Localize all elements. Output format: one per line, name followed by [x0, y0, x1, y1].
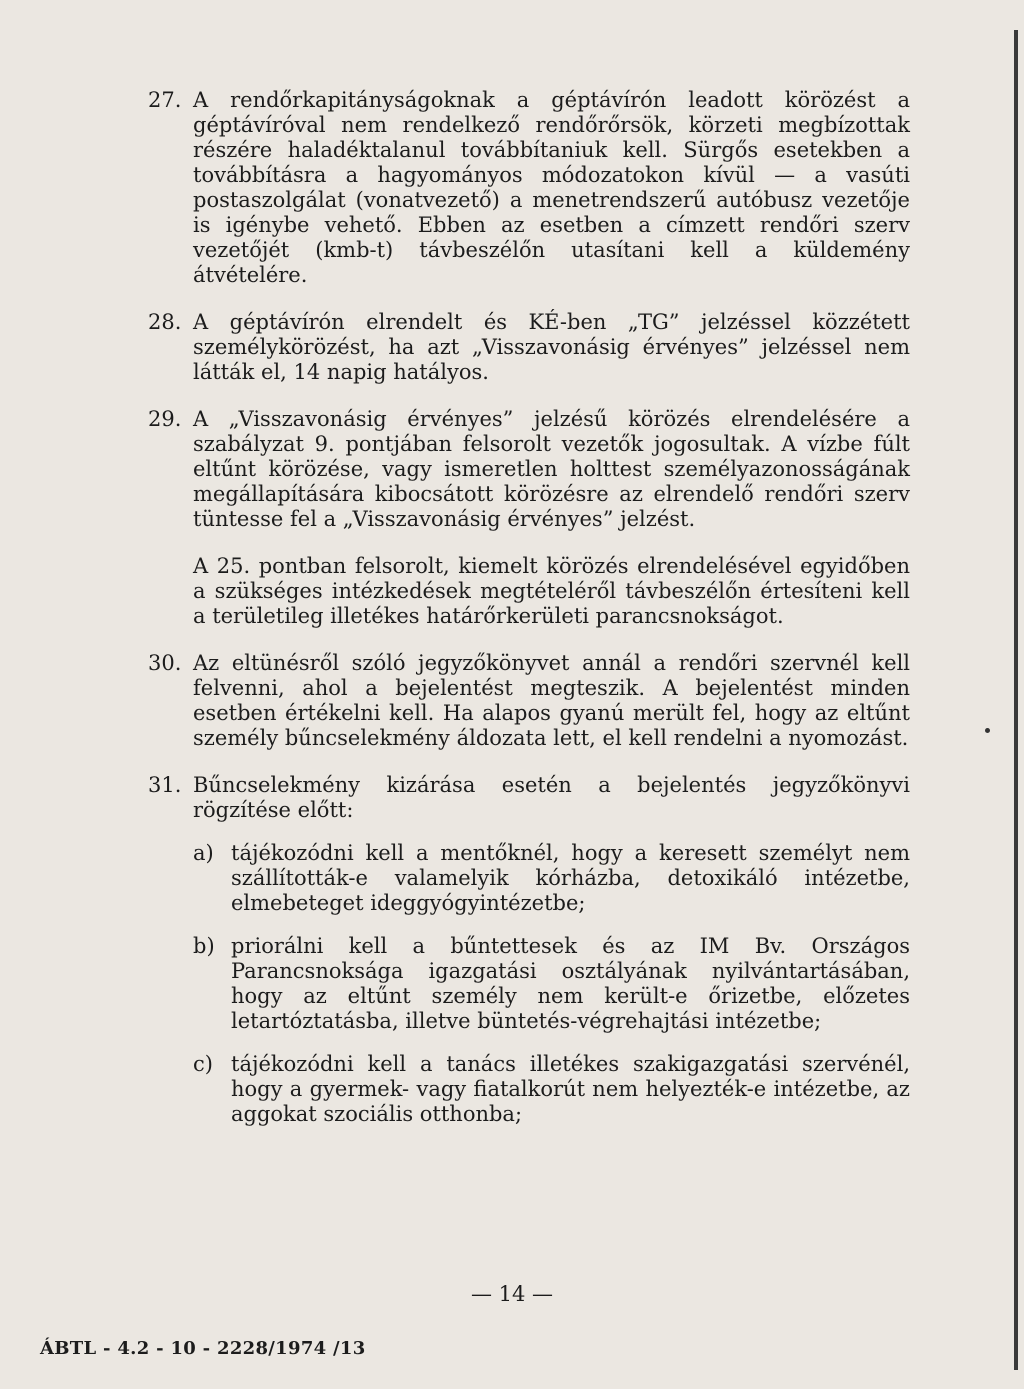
paragraph-text: Az eltünésről szóló jegyzőkönyvet annál a rendőri szervnél kell felvenni, ahol a bejelentést megteszik. A bejelentést minden esetben értékelni kell. Ha alapos gyanú merült fel, hogy az eltűnt személy bűncselekmény áldozata lett, el kell rendelni a nyomozást. — [193, 651, 910, 750]
list-item-text: tájékozódni kell a mentőknél, hogy a keresett személyt nem szállították-e valamelyik kórházba, detoxikáló intézetbe, elmebeteget ideggyógyintézetbe; — [231, 841, 910, 915]
list-item-label: b) — [193, 934, 215, 958]
list-item-text: priorálni kell a bűntettesek és az IM Bv. Országos Parancsnoksága igazgatási osztályának nyilvántartásában, hogy az eltűnt személy nem került-e őrizetbe, előzetes letartóztatásba, illetve büntetés-végrehajtási intézetbe; — [231, 934, 910, 1033]
page-edge-shadow — [1014, 30, 1018, 1370]
archive-reference: ÁBTL - 4.2 - 10 - 2228/1974 /13 — [40, 1338, 366, 1359]
paragraph-number: 29. — [148, 407, 182, 431]
requirements-list — [193, 841, 910, 1127]
paragraph-30 — [148, 651, 910, 751]
paragraph-text: A „Visszavonásig érvényes” jelzésű körözés elrendelésére a szabályzat 9. pontjában felsorolt vezetők jogosultak. A vízbe fúlt eltűnt körözése, vagy ismeretlen holttest személyazonosságának megállapítására kibocsátott körözésre az elrendelő rendőri szerv tüntesse fel a „Visszavonásig érvényes” jelzést. — [193, 407, 910, 531]
list-item — [193, 934, 910, 1034]
document-body — [148, 88, 910, 1145]
list-item-label: c) — [193, 1052, 213, 1076]
list-item — [193, 1052, 910, 1127]
page-number: — 14 — — [470, 1282, 554, 1306]
paragraph-29-continued — [148, 554, 910, 629]
paragraph-text: A géptávírón elrendelt és KÉ-ben „TG” jelzéssel közzétett személykörözést, ha azt „Visszavonásig érvényes” jelzéssel nem látták el, 14 napig hatályos. — [193, 310, 910, 384]
paragraph-number: 27. — [148, 88, 182, 112]
paragraph-31 — [148, 773, 910, 823]
list-item-label: a) — [193, 841, 214, 865]
paragraph-number: 28. — [148, 310, 182, 334]
paragraph-29 — [148, 407, 910, 532]
paragraph-number: 30. — [148, 651, 182, 675]
paragraph-text: A 25. pontban felsorolt, kiemelt körözés elrendelésével egyidőben a szükséges intézkedések megtételéről távbeszélőn értesíteni kell a területileg illetékes határőrkerületi parancsnokságot. — [193, 554, 910, 628]
paragraph-27 — [148, 88, 910, 288]
paragraph-text: A rendőrkapitányságoknak a géptávírón leadott körözést a géptávíróval nem rendelkező rendőrőrsök, körzeti megbízottak részére haladéktalanul továbbítaniuk kell. Sürgős esetekben a továbbításra a hagyományos módozatokon kívül — a vasúti postaszolgálat (vonatvezető) a menetrendszerű autóbusz vezetője is igénybe vehető. Ebben az esetben a címzett rendőri szerv vezetőjét (kmb-t) távbeszélőn utasítani kell a küldemény átvételére. — [193, 88, 910, 287]
paragraph-28 — [148, 310, 910, 385]
list-item — [193, 841, 910, 916]
paragraph-number: 31. — [148, 773, 182, 797]
list-item-text: tájékozódni kell a tanács illetékes szakigazgatási szervénél, hogy a gyermek- vagy fiatalkorút nem helyezték-e intézetbe, az aggokat szociális otthonba; — [231, 1052, 910, 1126]
paragraph-text: Bűncselekmény kizárása esetén a bejelentés jegyzőkönyvi rögzítése előtt: — [193, 773, 910, 822]
scan-speck — [985, 728, 990, 733]
